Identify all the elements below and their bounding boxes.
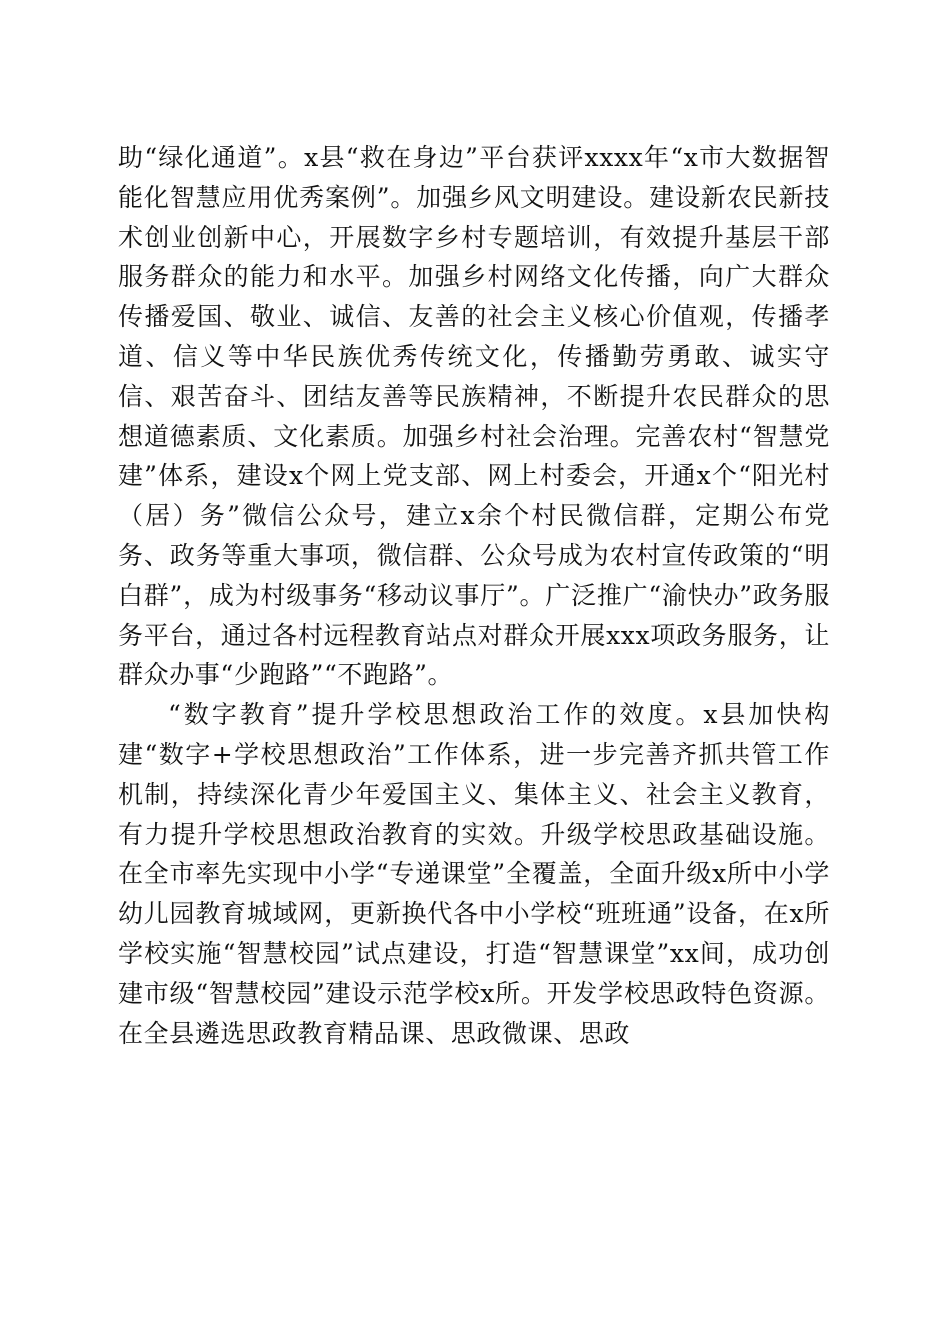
paragraph-2: “数字教育”提升学校思想政治工作的效度。x县加快构建“数字+学校思想政治”工作体系，进一步完善齐抓共管工作机制，持续深化青少年爱国主义、集体主义、社会主义教育，有力提升学校思想政治教育的实效。升级学校思政基础设施。在全市率先实现中小学“专递课堂”全覆盖，全面升级x所中小学幼儿园教育城域网，更新换代各中小学校“班班通”设备，在x所学校实施“智慧校园”试点建设，打造“智慧课堂”xx间，成功创建市级“智慧校园”建设示范学校x所。开发学校思政特色资源。在全县遴选思政教育精品课、思政微课、思政 xyxy=(118,700,830,1048)
paragraph-1: 助“绿化通道”。x县“救在身边”平台获评xxxx年“x市大数据智能化智慧应用优秀案例”。加强乡风文明建设。建设新农民新技术创业创新中心，开展数字乡村专题培训，有效提升基层干部服务群众的能力和水平。加强乡村网络文化传播，向广大群众传播爱国、敬业、诚信、友善的社会主义核心价值观，传播孝道、信义等中华民族优秀传统文化，传播勤劳勇敢、诚实守信、艰苦奋斗、团结友善等民族精神，不断提升农民群众的思想道德素质、文化素质。加强乡村社会治理。完善农村“智慧党建”体系，建设x个网上党支部、网上村委会，开通x个“阳光村（居）务”微信公众号，建立x余个村民微信群，定期公布党务、政务等重大事项，微信群、公众号成为农村宣传政策的“明白群”，成为村级事务“移动议事厅”。广泛推广“渝快办”政务服务平台，通过各村远程教育站点对群众开展xxx项政务服务，让群众办事“少跑路”“不跑路”。 xyxy=(118,143,830,690)
document-body xyxy=(118,138,830,1053)
